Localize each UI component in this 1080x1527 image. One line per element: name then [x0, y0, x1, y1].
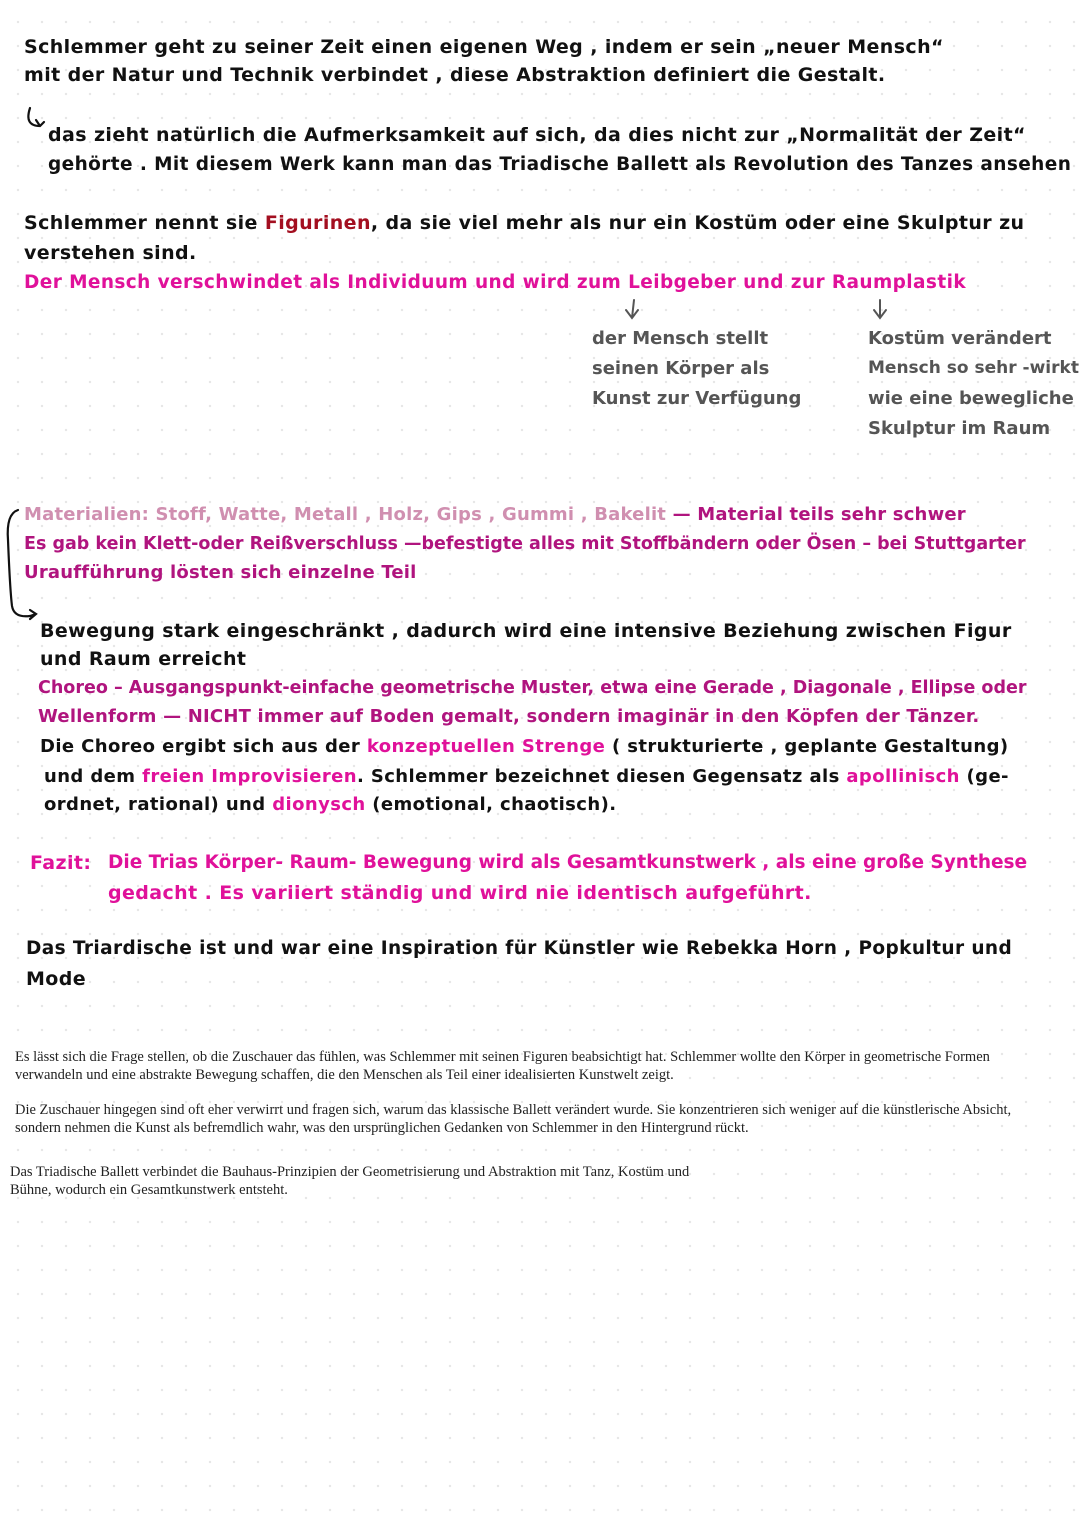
strenge-line-start: Die Choreo ergibt sich aus der — [40, 736, 361, 757]
figurinen-line-1 — [24, 212, 1024, 234]
individuum-line-mid: und zur — [743, 272, 826, 293]
improvisieren-line — [44, 766, 1009, 787]
choreo-line-2: Wellenform — NICHT immer auf Boden gemalt, sondern imaginär in den Köpfen der Tänzer. — [38, 706, 980, 727]
typed-paragraph-1: Es lässt sich die Frage stellen, ob die Zuschauer das fühlen, was Schlemmer mit seinen Figuren beabsichtigt hat. Schlemmer wollte den Körper in geometrische Formen verwandeln und eine abstrakte Bewegung schaffen, die den Menschen als Teil einer idealisierten Kunstwelt zeigt. — [15, 1049, 990, 1083]
note-left-2: seinen Körper als — [592, 358, 770, 379]
improvisieren-line-mid: . Schlemmer bezeichnet diesen Gegensatz als — [356, 766, 840, 787]
materials-line-2: Es gab kein Klett-oder Reißverschluss —befestigte alles mit Stoffbändern oder Ösen – bei Stuttgarter — [24, 534, 1026, 554]
figurinen-term: Figurinen — [264, 212, 371, 234]
figurinen-line-1-end: , da sie viel mehr als nur ein Kostüm oder eine Skulptur zu — [370, 212, 1025, 234]
intro-line-1: Schlemmer geht zu seiner Zeit einen eigenen Weg , indem er sein „neuer Mensch“ — [24, 36, 944, 58]
apollinisch-term: apollinisch — [846, 766, 960, 787]
note-left-3: Kunst zur Verfügung — [592, 388, 802, 409]
raumplastik-term: Raumplastik — [831, 272, 967, 293]
inspiration-line-2: Mode — [26, 968, 87, 990]
materials-line-1 — [24, 504, 966, 525]
movement-line-2: und Raum erreicht — [40, 648, 247, 670]
fazit-line-1: Die Trias Körper- Raum- Bewegung wird als Gesamtkunstwerk , als eine große Synthese — [108, 852, 1028, 873]
intro-line-2: mit der Natur und Technik verbindet , diese Abstraktion definiert die Gestalt. — [24, 64, 886, 86]
konzeptuelle-strenge-term: konzeptuellen Strenge — [366, 736, 606, 757]
individuum-line — [24, 272, 966, 293]
down-arrow-left-icon — [626, 300, 638, 318]
fazit-line-2: gedacht . Es variiert ständig und wird nie identisch aufgeführt. — [108, 882, 812, 904]
improvisieren-line-start: und dem — [44, 766, 136, 787]
hook-arrow-icon — [28, 108, 44, 126]
note-right-3: wie eine bewegliche — [868, 388, 1074, 409]
dionysch-term: dionysch — [272, 794, 366, 815]
typed-paragraph-3: Das Triadische Ballett verbindet die Bauhaus-Prinzipien der Geometrisierung und Abstraktion mit Tanz, Kostüm und Bühne, wodurch ein Gesamtkunstwerk entsteht. — [10, 1164, 690, 1198]
figurinen-line-2: verstehen sind. — [24, 242, 197, 264]
attention-line-2: gehörte . Mit diesem Werk kann man das Triadische Ballett als Revolution des Tanzes ansehen — [48, 154, 1072, 175]
choreo-line-1: Choreo – Ausgangspunkt-einfache geometrische Muster, etwa eine Gerade , Diagonale , Ellipse oder — [38, 678, 1027, 698]
materials-weight-note: — Material teils sehr schwer — [672, 504, 966, 525]
figurinen-line-1-start: Schlemmer nennt sie — [24, 212, 258, 234]
movement-line-1: Bewegung stark eingeschränkt , dadurch wird eine intensive Beziehung zwischen Figur — [40, 620, 1012, 642]
typed-paragraph-2: Die Zuschauer hingegen sind oft eher verwirrt und fragen sich, warum das klassische Ballett verändert wurde. Sie konzentrieren sich weniger auf die künstlerische Absicht, sondern nehmen die Kunst als befremdlich wahr, was den ursprünglichen Gedanken von Schlemmer in den Hintergrund rückt. — [15, 1102, 1012, 1136]
dionysch-line-end: (emotional, chaotisch). — [372, 794, 617, 815]
materials-line-3: Uraufführung lösten sich einzelne Teil — [24, 562, 417, 583]
fazit-label: Fazit: — [30, 852, 92, 874]
strenge-line-end: ( strukturierte , geplante Gestaltung) — [611, 736, 1009, 757]
leibgeber-term: Leibgeber — [628, 272, 737, 293]
note-right-1: Kostüm verändert — [868, 328, 1052, 349]
individuum-line-start: Der Mensch verschwindet als Individuum und wird zum — [24, 272, 622, 293]
note-right-2: Mensch so sehr -wirkt — [868, 358, 1079, 378]
note-right-4: Skulptur im Raum — [868, 418, 1051, 439]
attention-line-1: das zieht natürlich die Aufmerksamkeit auf sich, da dies nicht zur „Normalität der Zeit“ — [48, 124, 1026, 146]
dionysch-line — [44, 794, 616, 815]
materials-label: Materialien: Stoff, Watte, Metall , Holz, Gips , Gummi , Bakelit — [24, 504, 667, 525]
note-left-1: der Mensch stellt — [592, 328, 769, 349]
improvisieren-line-end: (ge- — [966, 766, 1009, 787]
down-arrow-right-icon — [874, 300, 886, 318]
strenge-line — [40, 736, 1009, 757]
dionysch-line-start: ordnet, rational) und — [44, 794, 266, 815]
freies-improvisieren-term: freien Improvisieren — [142, 766, 357, 787]
inspiration-line-1: Das Triardische ist und war eine Inspiration für Künstler wie Rebekka Horn , Popkultur und — [26, 938, 1013, 959]
